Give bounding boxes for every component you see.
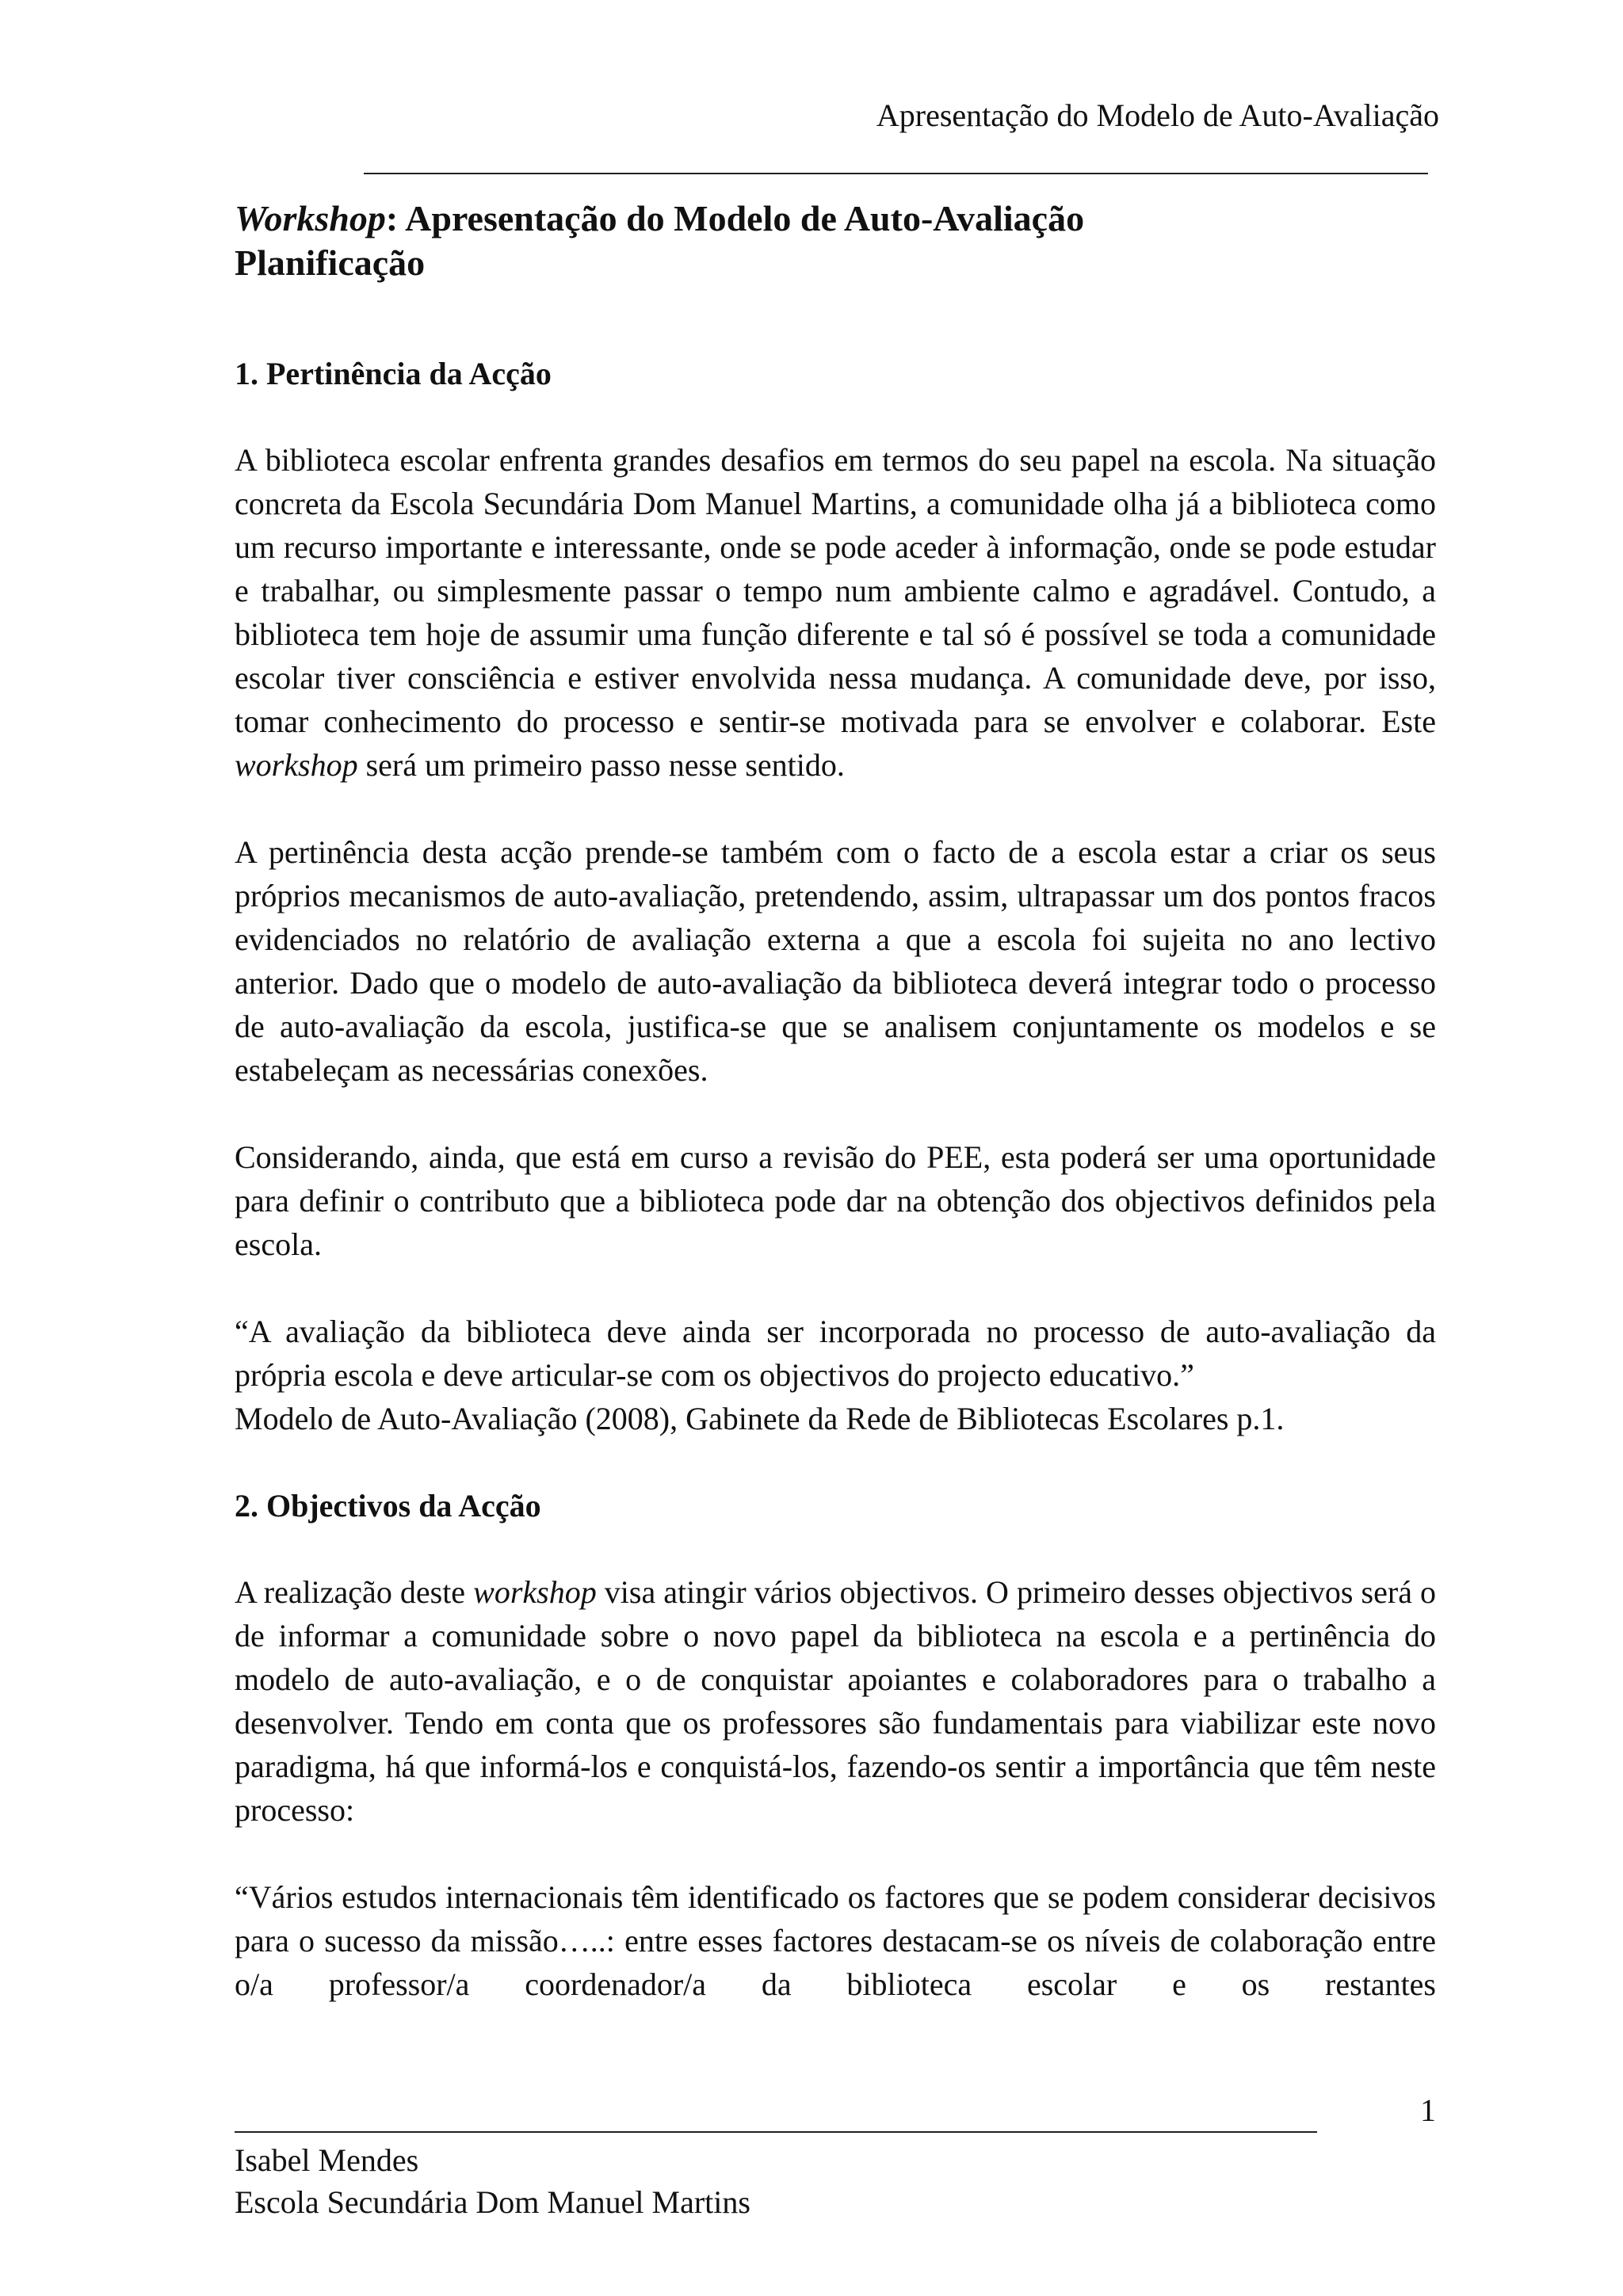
para-text: será um primeiro passo nesse sentido.	[357, 747, 845, 783]
page-footer	[235, 2139, 750, 2223]
section-2-heading: 2. Objectivos da Acção	[235, 1488, 541, 1524]
para-text: visa atingir vários objectivos. O primeiro desses objectivos será o de informar a comunidade sobre o novo papel da biblioteca na escola e a pertinência do modelo de auto-avaliação, e o de conquistar apoiantes e colaboradores para o trabalho a desenvolver. Tendo em conta que os professores são fundamentais para viabilizar este novo paradigma, há que informá-los e conquistá-los, fazendo-os sentir a importância que têm neste processo:	[235, 1574, 1437, 1828]
header-rule	[364, 173, 1428, 174]
section-1-paragraph-3: Considerando, ainda, que está em curso a revisão do PEE, esta poderá ser uma oportunidade para definir o contributo que a biblioteca pode dar na obtenção dos objectivos definidos pela escola.	[235, 1139, 1436, 1262]
section-1-paragraph-2: A pertinência desta acção prende-se também com o facto de a escola estar a criar os seus próprios mecanismos de auto-avaliação, pretendendo, assim, ultrapassar um dos pontos fracos evidenciados no relatório de avaliação externa a que a escola foi sujeita no ano lectivo anterior. Dado que o modelo de auto-avaliação da biblioteca deverá integrar todo o processo de auto-avaliação da escola, justifica-se que se analisem conjuntamente os modelos e se estabeleçam as necessárias conexões.	[235, 834, 1436, 1088]
title-rest: : Apresentação do Modelo de Auto-Avaliação	[385, 198, 1085, 238]
quote-text: “A avaliação da biblioteca deve ainda ser incorporada no processo de auto-avaliação da própria escola e deve articular-se com os objectivos do projecto educativo.”	[235, 1314, 1436, 1393]
para-text: A biblioteca escolar enfrenta grandes desafios em termos do seu papel na escola. Na situação concreta da Escola Secundária Dom Manuel Martins, a comunidade olha já a biblioteca como um recurso importante e interessante, onde se pode aceder à informação, onde se pode estudar e trabalhar, ou simplesmente passar o tempo num ambiente calmo e agradável. Contudo, a biblioteca tem hoje de assumir uma função diferente e tal só é possível se toda a comunidade escolar tiver consciência e estiver envolvida nessa mudança. A comunidade deve, por isso, tomar conhecimento do processo e sentir-se motivada para se envolver e colaborar. Este	[235, 442, 1436, 739]
footer-author: Isabel Mendes	[235, 2142, 419, 2178]
title-italic-part: Workshop	[235, 198, 386, 238]
section-2-quote-start: “Vários estudos internacionais têm identificado os factores que se podem considerar decisivos para o sucesso da missão…..: entre esses factores destacam-se os níveis de colaboração entre o/a professor/a coordenador/a da biblioteca escolar e os restantes	[235, 1879, 1436, 2002]
running-header: Apresentação do Modelo de Auto-Avaliação	[876, 97, 1439, 133]
section-1-quote	[235, 1310, 1436, 1440]
para-text: A realização deste	[235, 1574, 474, 1610]
document-body	[235, 196, 1436, 2006]
document-title	[235, 196, 1436, 285]
title-subtitle: Planificação	[235, 242, 426, 283]
section-1-paragraph-1	[235, 438, 1436, 787]
footer-school: Escola Secundária Dom Manuel Martins	[235, 2184, 750, 2220]
section-1-heading: 1. Pertinência da Acção	[235, 356, 552, 391]
para-italic-text: workshop	[473, 1574, 597, 1610]
quote-citation: Modelo de Auto-Avaliação (2008), Gabinete da Rede de Bibliotecas Escolares p.1.	[235, 1401, 1285, 1436]
para-italic-text: workshop	[235, 747, 358, 783]
section-2-paragraph-1	[235, 1570, 1436, 1832]
footer-rule	[235, 2131, 1317, 2133]
page-number: 1	[1420, 2092, 1436, 2128]
